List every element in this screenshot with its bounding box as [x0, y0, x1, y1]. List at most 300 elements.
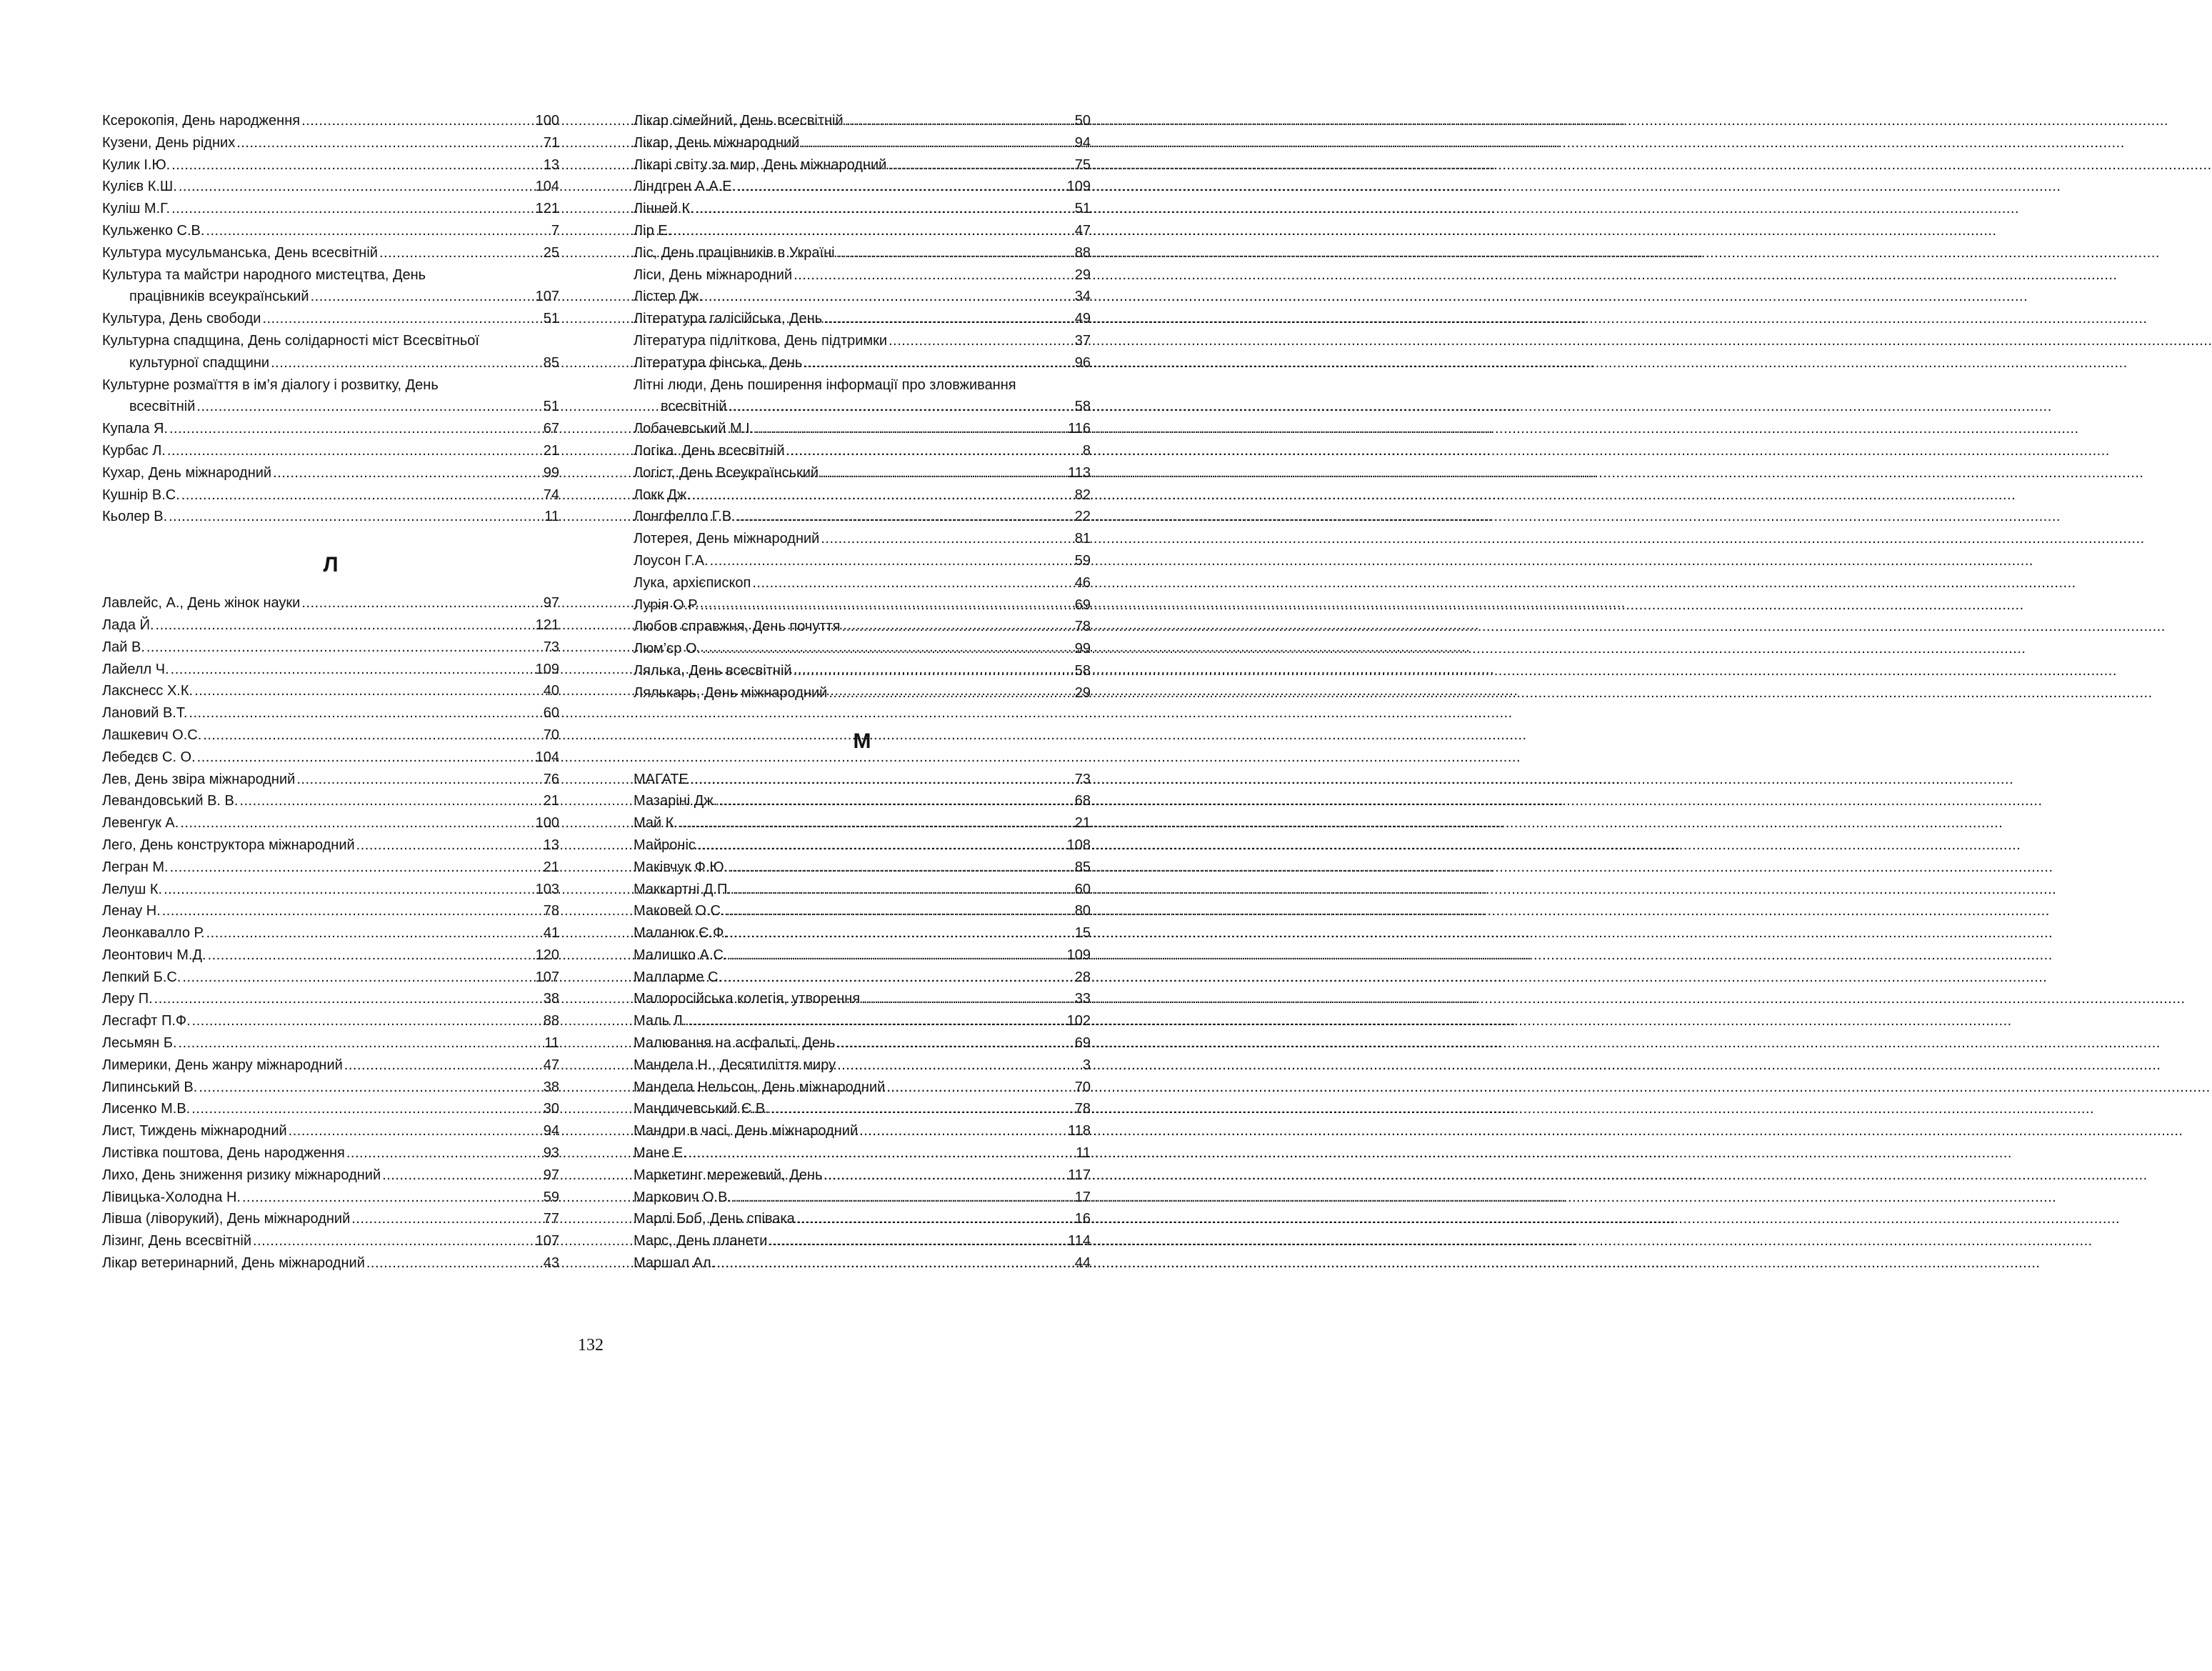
index-entry — [634, 616, 1091, 638]
index-entry — [102, 769, 559, 791]
entry-page-number: 28 — [1074, 969, 1091, 985]
entry-label: Культура, День свободи — [102, 311, 261, 327]
entry-page-number: 103 — [535, 881, 559, 897]
entry-page-number: 15 — [1074, 925, 1091, 942]
entry-label: Курбас Л. — [102, 442, 166, 459]
entry-page-number: 7 — [551, 222, 559, 239]
entry-page-number: 73 — [543, 639, 559, 655]
dot-leader — [239, 790, 541, 812]
entry-label: Лесгафт П.Ф. — [102, 1013, 191, 1029]
entry-page-number: 71 — [543, 134, 559, 151]
entry-label: Ліс, День працівників в Україні — [634, 244, 835, 261]
entry-page-number: 97 — [543, 1167, 559, 1183]
index-entry — [102, 1098, 559, 1120]
dot-leader — [197, 747, 534, 769]
dot-leader — [170, 857, 542, 879]
entry-page-number: 11 — [544, 1035, 559, 1052]
entry-label: Легран М. — [102, 859, 169, 875]
index-entry — [634, 944, 1091, 967]
index-entry — [634, 286, 1091, 308]
index-entry — [634, 132, 1091, 154]
entry-page-number: 46 — [1074, 574, 1091, 591]
dot-leader — [366, 1252, 542, 1275]
entry-page-number: 58 — [1074, 399, 1091, 415]
entry-label: Маккартні Д.П. — [634, 881, 731, 897]
entry-page-number: 121 — [535, 617, 559, 633]
page-number: 132 — [578, 1336, 604, 1355]
index-entry — [102, 922, 559, 944]
index-entry — [102, 176, 559, 198]
index-entry — [634, 682, 1091, 704]
dot-leader — [752, 572, 1073, 594]
index-entry — [634, 220, 1091, 242]
entry-label: Майроніс — [634, 837, 696, 853]
dot-leader — [824, 1164, 1066, 1187]
entry-label: Лимерики, День жанру міжнародний — [102, 1057, 343, 1073]
dot-leader — [382, 1164, 542, 1187]
dot-leader — [171, 198, 534, 220]
dot-leader — [794, 264, 1074, 286]
entry-page-number: 85 — [1074, 859, 1091, 875]
index-entry — [102, 1010, 559, 1032]
index-entry — [102, 220, 559, 242]
entry-label: Лівицька-Холодна Н. — [102, 1189, 241, 1205]
entry-page-number: 38 — [543, 1079, 559, 1095]
index-entry — [634, 572, 1091, 594]
entry-page-number: 97 — [543, 595, 559, 612]
index-entry — [102, 308, 559, 330]
dot-leader — [191, 1098, 542, 1120]
letter-heading-l: Л — [323, 553, 339, 577]
index-entry — [634, 374, 1091, 419]
entry-label: Купала Я. — [102, 421, 168, 437]
index-entry — [102, 637, 559, 659]
entry-label: Лавлейс, А., День жінок науки — [102, 595, 301, 612]
dot-leader — [737, 176, 1066, 198]
index-entry — [102, 747, 559, 769]
index-entry — [634, 1142, 1091, 1164]
entry-label: Маківчук Ф.Ю. — [634, 859, 729, 875]
index-entry — [634, 352, 1091, 374]
entry-page-number: 47 — [543, 1057, 559, 1073]
entry-page-number: 94 — [1074, 134, 1091, 151]
index-entry — [102, 1208, 559, 1230]
index-entry — [634, 1230, 1091, 1252]
dot-leader — [169, 506, 543, 528]
entry-page-number: 70 — [1074, 1079, 1091, 1095]
index-column-right — [634, 110, 1091, 1275]
index-entry — [634, 1120, 1091, 1142]
entry-label: Кухар, День міжнародний — [102, 464, 272, 481]
entry-label: Лихо, День зниження ризику міжнародний — [102, 1167, 381, 1183]
dot-leader — [796, 1208, 1074, 1230]
dot-leader — [886, 1077, 1073, 1099]
entry-label: Лікар сімейний, День всесвітній — [634, 113, 844, 129]
index-entry — [102, 944, 559, 967]
dot-leader — [296, 769, 541, 791]
entry-page-number: 44 — [1074, 1255, 1091, 1272]
dot-leader — [702, 638, 1074, 660]
entry-page-number: 76 — [543, 771, 559, 787]
entry-page-number: 73 — [1074, 771, 1091, 787]
dot-leader — [842, 616, 1074, 638]
index-entry — [634, 594, 1091, 617]
dot-leader — [379, 242, 542, 264]
entry-label: Маланюк Є.Ф. — [634, 925, 728, 942]
entry-page-number: 51 — [1074, 201, 1091, 217]
entry-page-number: 109 — [535, 661, 559, 677]
dot-leader — [344, 1054, 542, 1077]
dot-leader — [688, 1010, 1065, 1032]
dot-leader — [351, 1208, 541, 1230]
entry-label: Люм’єр О. — [634, 641, 701, 657]
entry-label: Локк Дж. — [634, 487, 691, 503]
entry-page-number: 58 — [1074, 662, 1091, 679]
dot-leader — [733, 1187, 1074, 1209]
dot-leader — [804, 352, 1073, 374]
entry-page-number: 93 — [543, 1145, 559, 1162]
index-entry — [102, 374, 559, 419]
dot-leader — [156, 614, 534, 637]
entry-label: Леонтович М.Д. — [102, 947, 206, 963]
entry-label: Лобачевський М.І. — [634, 421, 754, 437]
index-entry — [634, 922, 1091, 944]
dot-leader — [861, 988, 1074, 1010]
dot-leader — [196, 396, 541, 418]
entry-label: Маркович О.В. — [634, 1189, 732, 1205]
entry-page-number: 16 — [1074, 1211, 1091, 1227]
entry-label: Кузени, День рідних — [102, 134, 236, 151]
entry-label: Кульженко С.В. — [102, 222, 205, 239]
entry-label: Лівша (ліворукий), День міжнародний — [102, 1211, 351, 1227]
entry-label: Лурія О.Р. — [634, 597, 699, 613]
entry-continuation-line — [102, 286, 559, 308]
index-entry — [634, 988, 1091, 1010]
dot-leader — [729, 857, 1074, 879]
index-entry — [102, 1032, 559, 1054]
entry-page-number: 118 — [1068, 1123, 1091, 1139]
index-entry — [634, 462, 1091, 484]
entry-page-number: 11 — [544, 509, 559, 525]
entry-label: Кьолер В. — [102, 509, 168, 525]
entry-label: Лановий В.Т. — [102, 705, 188, 722]
entry-group-l — [102, 592, 559, 1275]
entry-page-number: 40 — [543, 683, 559, 699]
entry-label: Лев, День звіра міжнародний — [102, 771, 296, 787]
entry-page-number: 51 — [543, 311, 559, 327]
entry-label: Маршал Ал. — [634, 1255, 716, 1272]
entry-page-number: 96 — [1074, 354, 1091, 371]
entry-page-number: 59 — [1074, 552, 1091, 569]
dot-leader — [242, 1187, 542, 1209]
entry-group-m — [634, 769, 1091, 1275]
entry-label: Лістер Дж. — [634, 289, 703, 305]
dot-leader — [271, 352, 542, 374]
entry-label: Мандела Нельсон, День міжнародний — [634, 1079, 886, 1095]
entry-label: Лялька, День всесвітній — [634, 662, 792, 679]
dot-leader — [689, 1142, 1075, 1164]
entry-page-number: 109 — [1066, 947, 1091, 963]
entry-page-number: 88 — [543, 1013, 559, 1029]
index-entry — [102, 198, 559, 220]
index-entry — [102, 1252, 559, 1275]
index-entry — [102, 1120, 559, 1142]
index-entry — [634, 198, 1091, 220]
entry-label: Культура та майстри народного мистецтва, День — [102, 266, 426, 283]
dot-leader — [719, 790, 1074, 812]
entry-label: Мандри в часі, День міжнародний — [634, 1123, 859, 1139]
entry-label: Лонгфелло Г.В. — [634, 509, 736, 525]
entry-page-number: 49 — [1074, 311, 1091, 327]
index-entry — [102, 154, 559, 176]
dot-leader — [724, 967, 1074, 989]
entry-group-k — [102, 110, 559, 528]
dot-leader — [820, 462, 1066, 484]
index-entry — [634, 1010, 1091, 1032]
index-entry — [102, 1142, 559, 1164]
dot-leader — [859, 1120, 1066, 1142]
index-entry — [634, 834, 1091, 857]
index-entry — [102, 462, 559, 484]
entry-page-number: 114 — [1068, 1233, 1091, 1249]
entry-label: Культурне розмаїття в ім’я діалогу і розвитку, День — [102, 376, 439, 393]
entry-label: Кулик І.Ю. — [102, 156, 171, 173]
index-entry — [634, 1077, 1091, 1099]
dot-leader — [794, 660, 1074, 682]
entry-page-number: 107 — [535, 1233, 559, 1249]
entry-label: Кулієв К.Ш. — [102, 179, 177, 195]
entry-label: Лір Е. — [634, 222, 672, 239]
dot-leader — [889, 330, 1074, 352]
index-entry — [634, 308, 1091, 330]
entry-label: Ксерокопія, День народження — [102, 113, 301, 129]
index-entry — [102, 900, 559, 922]
dot-leader — [829, 682, 1073, 704]
index-entry — [634, 528, 1091, 550]
entry-page-number: 88 — [1074, 244, 1091, 261]
entry-label: Марлі Боб, День співака — [634, 1211, 795, 1227]
dot-leader — [301, 592, 541, 614]
index-entry — [634, 1032, 1091, 1054]
index-entry — [102, 1077, 559, 1099]
dot-leader — [729, 922, 1074, 944]
entry-label: Лист, Тиждень міжнародний — [102, 1123, 287, 1139]
dot-leader — [673, 220, 1074, 242]
dot-leader — [679, 812, 1074, 834]
entry-label: Лелуш К. — [102, 881, 163, 897]
dot-leader — [194, 680, 542, 702]
entry-page-number: 43 — [543, 1255, 559, 1272]
entry-page-number: 21 — [543, 442, 559, 459]
entry-label: Лего, День конструктора міжнародний — [102, 837, 355, 853]
entry-page-number: 81 — [1074, 531, 1091, 547]
index-entry — [102, 418, 559, 440]
entry-page-number: 100 — [535, 113, 559, 129]
entry-label: Література галісійська, День — [634, 311, 823, 327]
dot-leader — [167, 440, 542, 462]
index-entry — [102, 506, 559, 528]
index-entry — [634, 660, 1091, 682]
entry-page-number: 60 — [543, 705, 559, 722]
entry-label: Марс, День планети — [634, 1233, 768, 1249]
entry-label: Мандичевський Є.В. — [634, 1101, 769, 1117]
index-entry — [634, 857, 1091, 879]
entry-label: Малювання на асфальті, День — [634, 1035, 836, 1052]
entry-page-number: 25 — [543, 244, 559, 261]
entry-page-number: 21 — [1074, 815, 1091, 832]
index-entry — [634, 769, 1091, 791]
entry-page-number: 30 — [543, 1101, 559, 1117]
index-entry — [634, 1252, 1091, 1275]
dot-leader — [206, 922, 542, 944]
entry-label: Лисенко М.В. — [102, 1101, 191, 1117]
dot-leader — [179, 1032, 544, 1054]
entry-page-number: 68 — [1074, 793, 1091, 809]
entry-label: Левенгук А. — [102, 815, 179, 832]
entry-page-number: 107 — [535, 969, 559, 985]
entry-label-continuation: працівників всеукраїнський — [129, 289, 309, 305]
index-entry — [634, 154, 1091, 176]
entry-page-number: 75 — [1074, 156, 1091, 173]
dot-leader — [262, 308, 541, 330]
dot-leader — [356, 834, 542, 857]
entry-label: Малишко А.С. — [634, 947, 728, 963]
index-entry — [634, 812, 1091, 834]
index-entry — [634, 418, 1091, 440]
dot-leader — [311, 286, 534, 308]
entry-page-number: 67 — [543, 421, 559, 437]
index-entry — [102, 988, 559, 1010]
letter-heading-m: М — [853, 729, 871, 753]
index-entry — [634, 550, 1091, 572]
dot-leader — [179, 176, 534, 198]
dot-leader — [769, 1230, 1066, 1252]
entry-page-number: 104 — [535, 749, 559, 765]
entry-page-number: 85 — [543, 354, 559, 371]
entry-label: Лізинг, День всесвітній — [102, 1233, 252, 1249]
entry-label: Май К. — [634, 815, 678, 832]
dot-leader — [171, 154, 542, 176]
entry-label: Липинський В. — [102, 1079, 198, 1095]
dot-leader — [273, 462, 542, 484]
entry-page-number: 47 — [1074, 222, 1091, 239]
entry-label: Ліндгрен А.А.Е. — [634, 179, 736, 195]
entry-label: Культурна спадщина, День солідарності міст Всесвітньої — [102, 332, 479, 349]
entry-label: Ленау Н. — [102, 903, 161, 919]
dot-leader — [206, 220, 549, 242]
entry-label-continuation: всесвітній — [129, 399, 196, 415]
entry-page-number: 37 — [1074, 332, 1091, 349]
dot-leader — [236, 132, 542, 154]
entry-page-number: 99 — [543, 464, 559, 481]
entry-label: Лінней К. — [634, 201, 694, 217]
index-entry — [102, 330, 559, 374]
dot-leader — [836, 242, 1074, 264]
entry-page-number: 21 — [543, 859, 559, 875]
entry-label: Мазаріні Дж. — [634, 793, 718, 809]
dot-leader — [146, 637, 542, 659]
entry-label: Література фінська, День — [634, 354, 803, 371]
index-entry — [634, 1187, 1091, 1209]
dot-leader — [728, 396, 1073, 418]
entry-page-number: 120 — [535, 947, 559, 963]
dot-leader — [726, 900, 1073, 922]
entry-label: Лесьмян Б. — [102, 1035, 177, 1052]
entry-page-number: 78 — [1074, 619, 1091, 635]
entry-page-number: 117 — [1068, 1167, 1091, 1183]
entry-page-number: 82 — [1074, 487, 1091, 503]
entry-label: Листівка поштова, День народження — [102, 1145, 345, 1162]
entry-label: Лікар ветеринарний, День міжнародний — [102, 1255, 365, 1272]
index-entry — [102, 724, 559, 747]
entry-label: Маль Л. — [634, 1013, 687, 1029]
dot-leader — [845, 110, 1074, 132]
entry-label: Культура мусульманська, День всесвітній — [102, 244, 378, 261]
entry-label: Маковей О.С. — [634, 903, 725, 919]
index-entry — [102, 812, 559, 834]
entry-page-number: 8 — [1082, 442, 1091, 459]
entry-label: Леру П. — [102, 991, 153, 1007]
index-entry — [634, 638, 1091, 660]
entry-page-number: 100 — [535, 815, 559, 832]
index-entry — [634, 879, 1091, 901]
dot-leader — [697, 834, 1066, 857]
entry-page-number: 69 — [1074, 597, 1091, 613]
dot-leader — [755, 418, 1066, 440]
entry-label: Логіст, День Всеукраїнський — [634, 464, 819, 481]
entry-label: Логіка. День всесвітній — [634, 442, 785, 459]
dot-leader — [162, 900, 542, 922]
entry-page-number: 50 — [1074, 113, 1091, 129]
entry-label: Любов справжня, День почуття — [634, 619, 841, 635]
dot-leader — [164, 879, 534, 901]
dot-leader — [733, 879, 1074, 901]
entry-page-number: 11 — [1076, 1145, 1091, 1162]
entry-page-number: 102 — [1066, 1013, 1091, 1029]
dot-leader — [737, 506, 1074, 528]
index-entry — [102, 1164, 559, 1187]
dot-leader — [692, 484, 1074, 507]
index-entry — [102, 242, 559, 264]
entry-label: Мандела Н., Десятиліття миру — [634, 1057, 836, 1073]
entry-page-number: 38 — [543, 991, 559, 1007]
index-entry — [634, 242, 1091, 264]
entry-page-number: 116 — [1068, 421, 1091, 437]
dot-leader — [169, 418, 542, 440]
index-entry — [102, 879, 559, 901]
index-entry — [634, 1098, 1091, 1120]
dot-leader — [729, 944, 1065, 967]
dot-leader — [710, 550, 1074, 572]
dot-leader — [821, 528, 1073, 550]
dot-leader — [154, 988, 542, 1010]
entry-label: Малоросійська колегія, утворення — [634, 991, 861, 1007]
index-entry — [102, 132, 559, 154]
entry-continuation-line — [634, 396, 1091, 418]
entry-page-number: 74 — [543, 487, 559, 503]
entry-label: МАГАТЕ — [634, 771, 689, 787]
entry-label: Лашкевич О.С. — [102, 727, 202, 743]
entry-continuation-line — [102, 396, 559, 418]
entry-page-number: 108 — [1066, 837, 1091, 853]
dot-leader — [289, 1120, 542, 1142]
index-entry — [634, 1164, 1091, 1187]
entry-label: Малларме С. — [634, 969, 723, 985]
entry-label: Мане Е. — [634, 1145, 687, 1162]
entry-label: Лебедєв С. О. — [102, 749, 196, 765]
index-entry — [102, 857, 559, 879]
index-entry — [634, 1208, 1091, 1230]
